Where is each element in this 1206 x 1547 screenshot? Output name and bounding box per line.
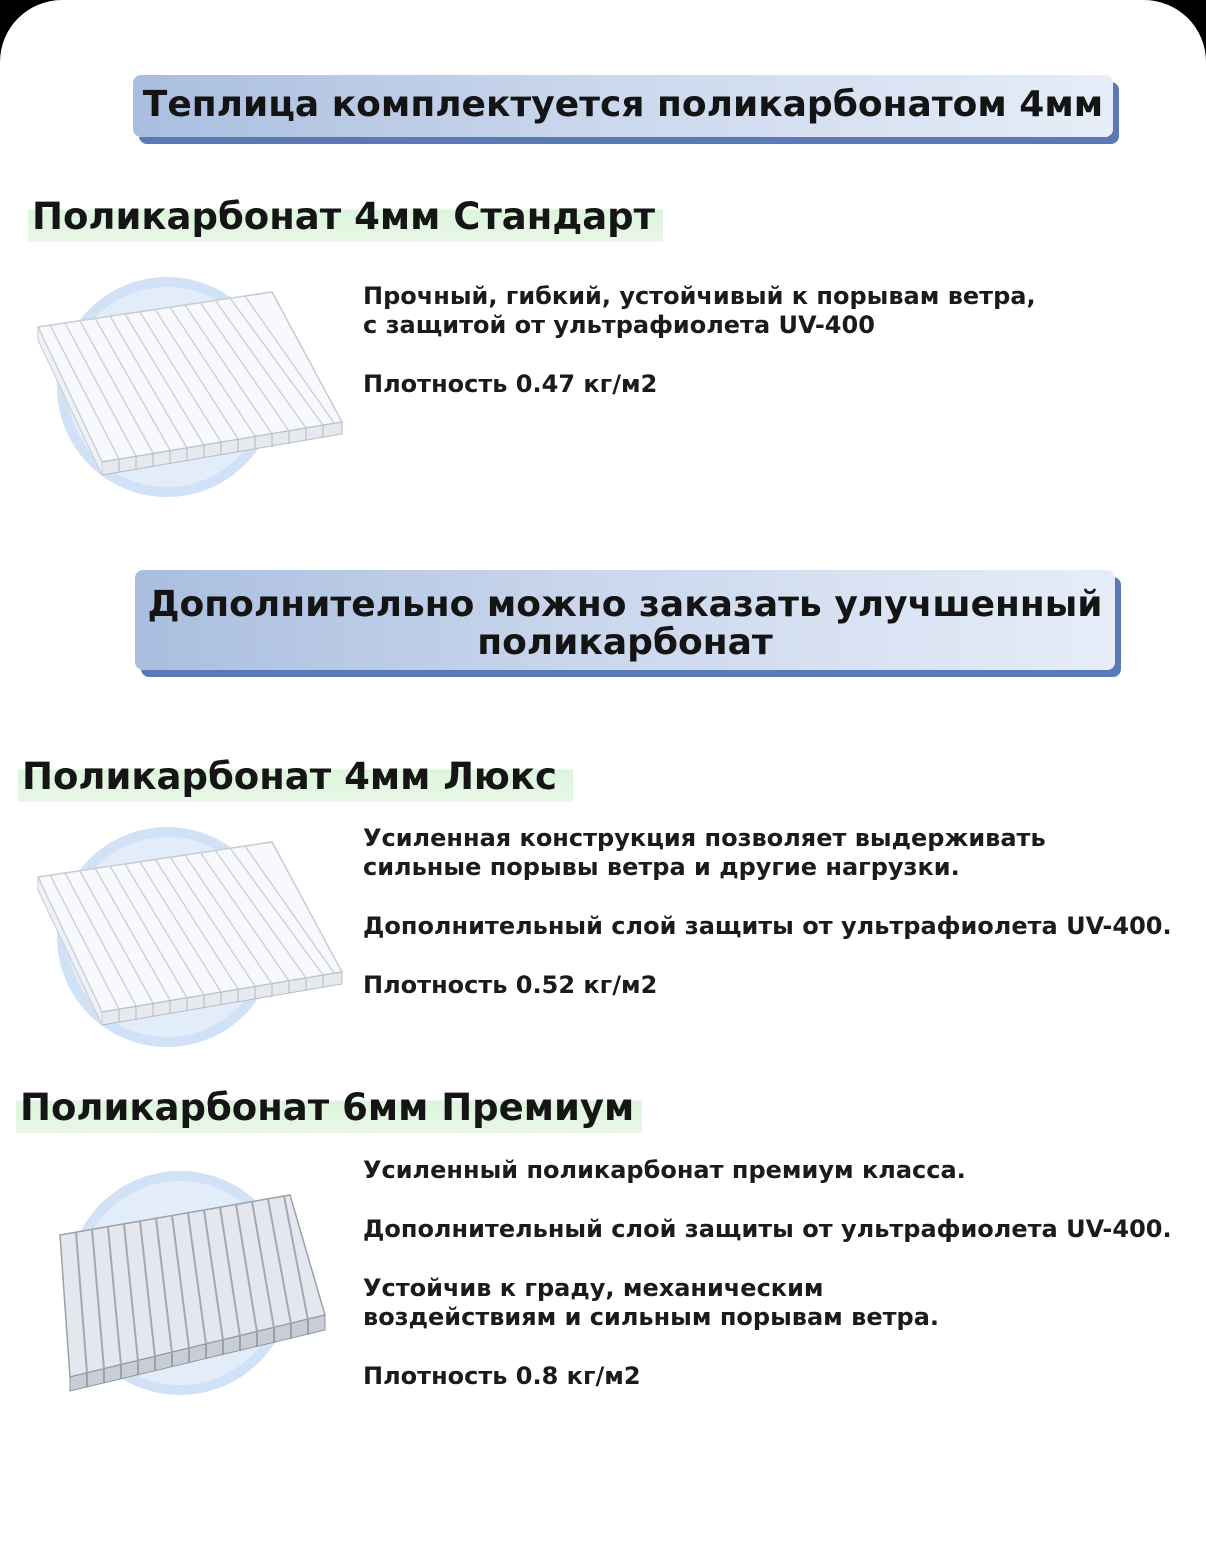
included-banner-text: Теплица комплектуется поликарбонатом 4мм — [142, 84, 1104, 125]
product-title-premium: Поликарбонат 6мм Премиум — [16, 1083, 642, 1133]
included-banner — [133, 75, 1113, 137]
polycarbonate-sheet-image-premium — [40, 1165, 370, 1405]
product-title-standard: Поликарбонат 4мм Стандарт — [28, 192, 663, 242]
optional-banner-line2: поликарбонат — [477, 622, 773, 663]
description-line: Дополнительный слой защиты от ультрафиолета UV-400. — [363, 1215, 1172, 1243]
product-description-lux — [363, 824, 1172, 1000]
description-line: Дополнительный слой защиты от ультрафиолета UV-400. — [363, 912, 1172, 940]
density-text: Плотность 0.8 кг/м2 — [363, 1362, 641, 1390]
product-title-lux: Поликарбонат 4мм Люкс — [18, 752, 573, 802]
density-text: Плотность 0.52 кг/м2 — [363, 971, 658, 999]
optional-banner — [135, 570, 1115, 670]
product-description-premium — [363, 1156, 1172, 1391]
description-line: Устойчив к граду, механическим — [363, 1274, 824, 1302]
optional-banner-line1: Дополнительно можно заказать улучшенный — [147, 584, 1103, 625]
description-line: Усиленный поликарбонат премиум класса. — [363, 1156, 966, 1184]
description-line: Прочный, гибкий, устойчивый к порывам ветра, — [363, 282, 1036, 310]
product-description-standard — [363, 282, 1036, 399]
polycarbonate-sheet-image-standard — [32, 272, 362, 512]
description-line: с защитой от ультрафиолета UV-400 — [363, 311, 875, 339]
density-text: Плотность 0.47 кг/м2 — [363, 370, 658, 398]
description-line: сильные порывы ветра и другие нагрузки. — [363, 853, 960, 881]
description-line: Усиленная конструкция позволяет выдерживать — [363, 824, 1046, 852]
polycarbonate-sheet-image-lux — [32, 822, 362, 1062]
description-line: воздействиям и сильным порывам ветра. — [363, 1303, 940, 1331]
